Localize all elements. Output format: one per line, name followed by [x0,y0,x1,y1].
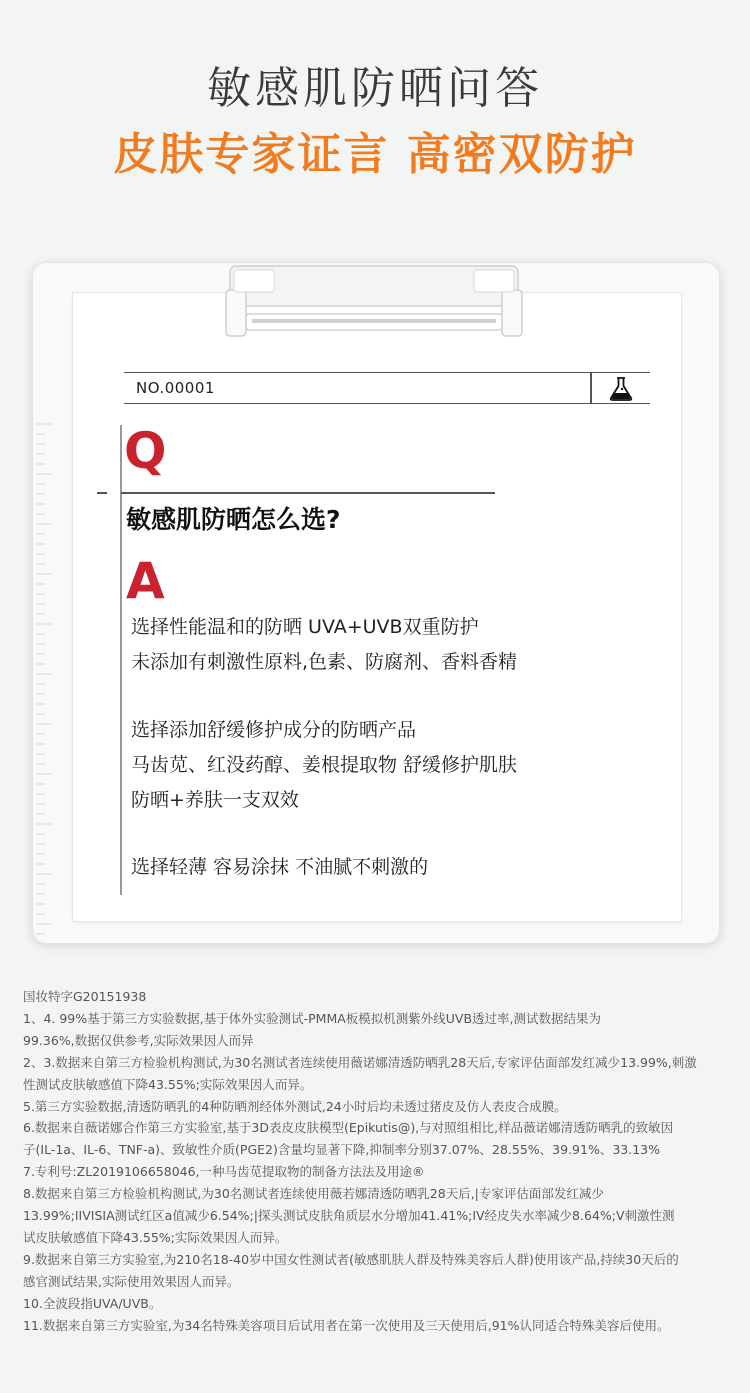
answer-line: 未添加有刺激性原料,色素、防腐剂、香料香精 [131,651,518,673]
question-underline [121,492,495,494]
footnote-line: 99.36%,数据仅供参考,实际效果因人而异 [23,1032,254,1048]
question-text: 敏感肌防晒怎么选? [126,505,341,534]
answer-marker: A [126,552,165,610]
page-title: 敏感肌防晒问答 [207,63,543,114]
answer-line: 选择性能温和的防晒 UVA+UVB双重防护 [131,616,479,638]
footnote-line: 国妆特字G20151938 [23,989,147,1004]
footnote-line: 子(IL-1a、IL-6、TNF-a)、致敏性介质(PGE2)含量均显著下降,抑制率分别37.07%、28.55%、39.91%、33.13% [23,1142,661,1158]
footnote-line: 2、3.数据来自第三方检验机构测试,为30名测试者连续使用薇诺娜清透防晒乳28天后,专家评估面部发红减少13.99%,刺激 [23,1054,697,1070]
answer-line: 防晒+养肤一支双效 [131,789,299,811]
flask-icon [608,376,634,402]
footnote-line: 10.全波段指UVA/UVB。 [23,1295,162,1311]
footnotes [23,986,731,1337]
footnote-line: 1、4. 99%基于第三方实验数据,基于体外实验测试-PMMA板模拟机测紫外线UVB透过率,测试数据结果为 [23,1010,602,1026]
answer-line: 选择添加舒缓修护成分的防晒产品 [131,719,417,741]
answer-line: 马齿苋、红没药醇、姜根提取物 舒缓修护肌肤 [131,754,518,776]
record-number-bar [124,372,650,404]
clipboard-clip-icon [224,262,524,340]
margin-tick [97,492,107,494]
footnote-line: 9.数据来自第三方实验室,为210名18-40岁中国女性测试者(敏感肌肤人群及特殊美容后人群)使用该产品,持续30天后的 [23,1251,679,1267]
bar-divider [590,373,592,403]
page-subtitle: 皮肤专家证言 高密双防护 [113,129,637,180]
record-number: NO.00001 [136,379,215,397]
footnote-line: 5.第三方实验数据,清透防晒乳的4种防晒剂经体外测试,24小时后均未透过猪皮及仿人表皮合成膜。 [23,1098,567,1114]
answer-margin-line [120,425,122,895]
footnote-line: 7.专利号:ZL2019106658046,一种马齿苋提取物的制备方法法及用途® [23,1164,425,1180]
footnote-line: 感官测试结果,实际使用效果因人而异。 [23,1273,240,1289]
footnote-line: 8.数据来自第三方检验机构测试,为30名测试者连续使用薇若娜清透防晒乳28天后,|专家评估面部发红减少 [23,1186,604,1202]
footnote-line: 性测试皮肤敏感值下降43.55%;实际效果因人而异。 [23,1076,313,1092]
footnote-line: 11.数据来自第三方实验室,为34名特殊美容项目后试用者在第一次使用及三天使用后,91%认同适合特殊美容后使用。 [23,1317,670,1333]
answer-line: 选择轻薄 容易涂抹 不油腻不刺激的 [131,856,429,878]
question-marker: Q [124,422,167,480]
ruler-marks [32,420,68,940]
footnote-line: 13.99%;IIVISIA测试红区a值减少6.54%;|探头测试皮肤角质层水分增加41.41%;IV经皮失水率减少8.64%;V刺激性测 [23,1208,675,1224]
footnote-line: 试皮肤敏感值下降43.55%;实际效果因人而异。 [23,1229,288,1245]
footnote-line: 6.数据来自薇诺娜合作第三方实验室,基于3D表皮皮肤模型(Epikutis@),与对照组相比,样品薇诺娜清透防晒乳的致敏因 [23,1120,674,1136]
